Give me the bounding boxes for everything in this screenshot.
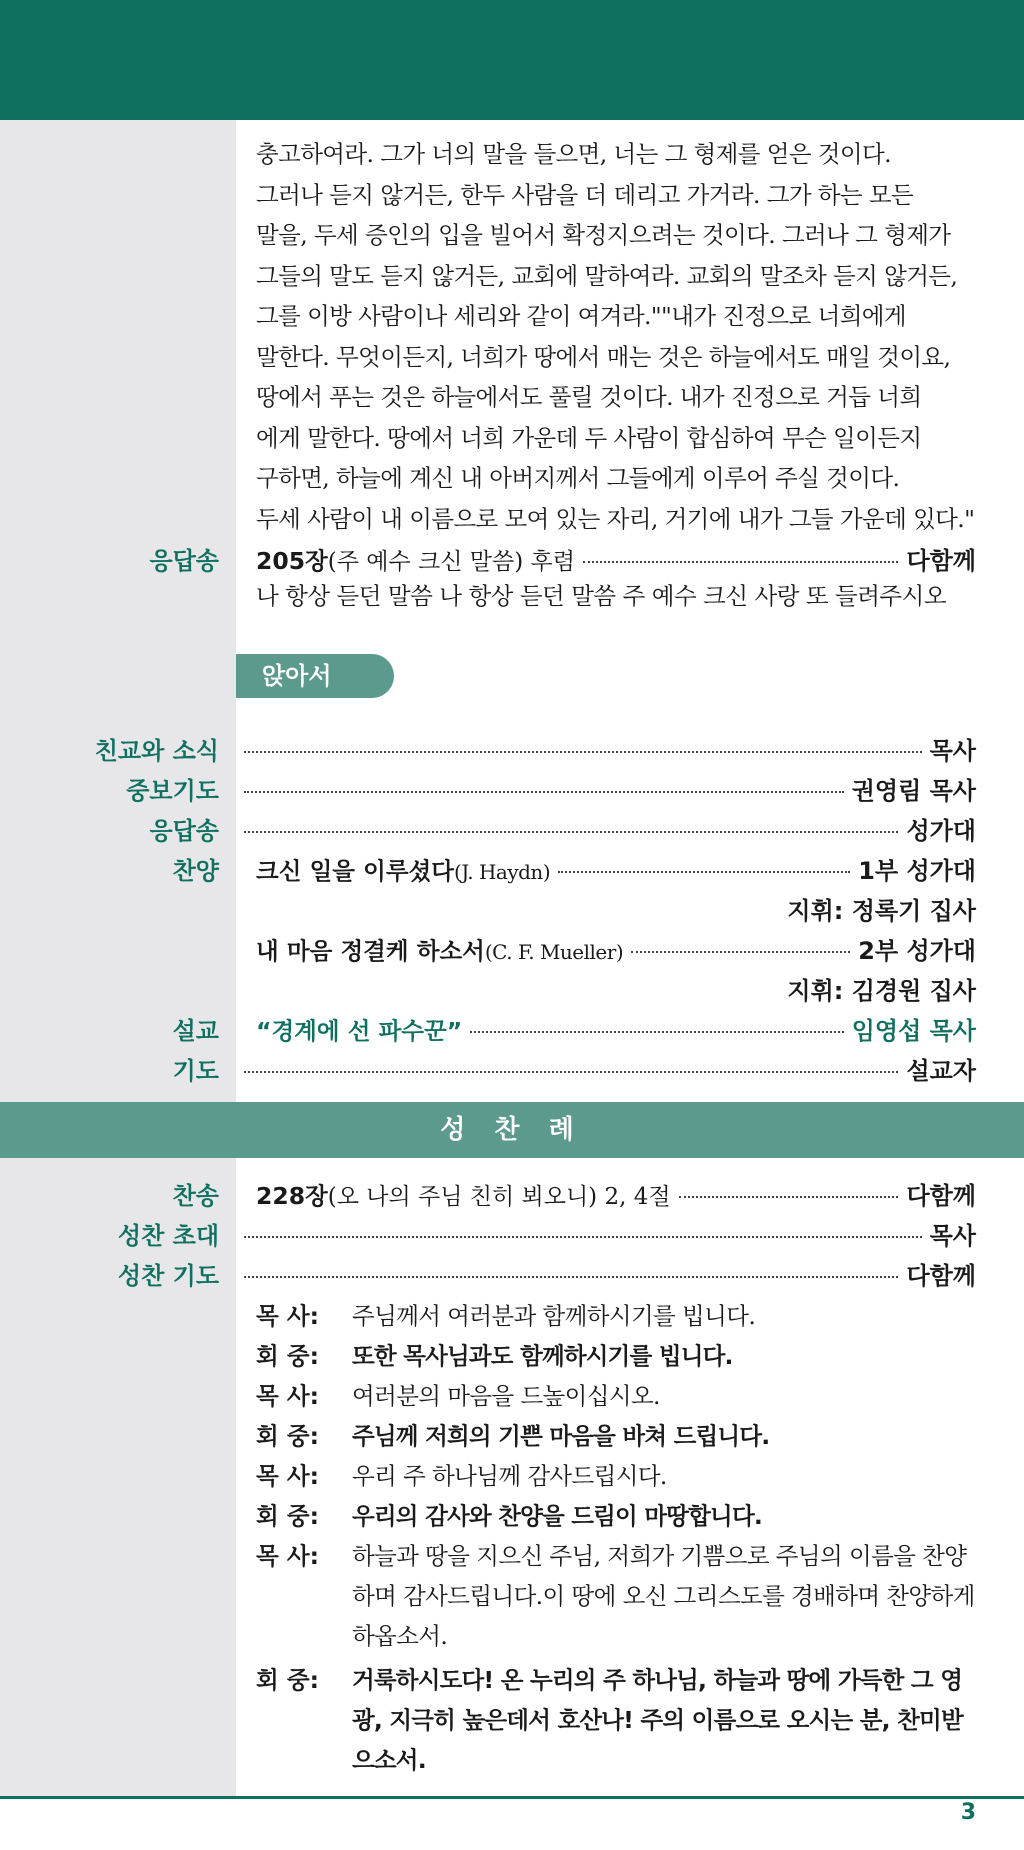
dot-leader [631, 951, 850, 953]
communion-section-title: 성 찬 례 [0, 1102, 1024, 1158]
intercession-performer: 권영림 목사 [851, 777, 976, 805]
dialogue-speaker: 목 사: [256, 1382, 319, 1410]
dot-leader [244, 1071, 898, 1073]
anthem-piece2-performer: 2부 성가대 [858, 937, 976, 965]
dialogue-speaker: 회 중: [256, 1666, 319, 1694]
seated-section-pill: 앉아서 [236, 654, 394, 698]
dot-leader [558, 871, 850, 873]
anthem-row-1 [0, 851, 1024, 891]
dialogue-text: 주님께 저희의 기쁜 마음을 바쳐 드립니다. [352, 1422, 770, 1450]
prayer-label: 기도 [172, 1057, 219, 1085]
scripture-line: 에게 말한다. 땅에서 너희 가운데 두 사람이 합심하여 무슨 일이든지 [256, 423, 922, 452]
anthem-label: 찬양 [172, 857, 219, 885]
sermon-title: “경계에 선 파수꾼” [256, 1017, 463, 1045]
sermon-label: 설교 [172, 1017, 219, 1045]
prayer-row [0, 1051, 1024, 1091]
anthem-piece1-conductor: 지휘: 정록기 집사 [787, 897, 976, 925]
dialogue-speaker: 회 중: [256, 1502, 319, 1530]
response-hymn-lyrics: 나 항상 듣던 말씀 나 항상 듣던 말씀 주 예수 크신 사랑 또 들려주시오 [256, 582, 947, 610]
dot-leader [244, 751, 922, 753]
dialogue-line [256, 1456, 976, 1496]
dialogue-line [256, 1416, 976, 1456]
response-hymn-performer: 다함께 [906, 547, 976, 575]
anthem-piece2-title: 내 마음 정결케 하소서 [256, 937, 485, 965]
anthem-conductor-1-row [0, 891, 1024, 931]
fellowship-row [0, 731, 1024, 771]
scripture-line: 그들의 말도 듣지 않거든, 교회에 말하여라. 교회의 말조차 듣지 않거든, [256, 261, 958, 290]
dialogue-text: 또한 목사님과도 함께하시기를 빕니다. [352, 1342, 733, 1370]
communion-prayer-row [0, 1256, 1024, 1296]
dot-leader [244, 831, 898, 833]
scripture-line: 말한다. 무엇이든지, 너희가 땅에서 매는 것은 하늘에서도 매일 것이요, [256, 342, 951, 371]
dialogue-line [256, 1376, 976, 1416]
dialogue-speaker: 회 중: [256, 1342, 319, 1370]
dialogue-line [256, 1496, 976, 1536]
dialogue-text: 우리 주 하나님께 감사드립시다. [352, 1462, 667, 1490]
response2-row [0, 811, 1024, 851]
dialogue-text: 여러분의 마음을 드높이십시오. [352, 1382, 660, 1410]
response-hymn-number: 205장 [256, 547, 328, 575]
communion-prayer-performer: 다함께 [906, 1262, 976, 1290]
dot-leader [244, 791, 844, 793]
anthem-piece2-composer: (C. F. Mueller) [484, 940, 624, 964]
footer-rule [0, 1796, 1024, 1799]
dialogue-line [256, 1536, 976, 1656]
dialogue-speaker: 회 중: [256, 1422, 319, 1450]
communion-hymn-performer: 다함께 [906, 1182, 976, 1210]
dialogue-line [256, 1336, 976, 1376]
dot-leader [679, 1196, 899, 1198]
response-hymn-title: (주 예수 크신 말씀) 후렴 [327, 549, 575, 575]
anthem-piece1-performer: 1부 성가대 [858, 857, 976, 885]
sermon-row [0, 1011, 1024, 1051]
dialogue-speaker: 목 사: [256, 1302, 319, 1330]
anthem-piece2-conductor: 지휘: 김경원 집사 [787, 977, 976, 1005]
header-band [0, 0, 1024, 120]
dialogue-speaker: 목 사: [256, 1542, 319, 1570]
page-number: 3 [960, 1800, 976, 1825]
response2-performer: 성가대 [906, 817, 976, 845]
scripture-line: 두세 사람이 내 이름으로 모여 있는 자리, 거기에 내가 그들 가운데 있다." [256, 504, 975, 533]
sermon-preacher: 임영섭 목사 [851, 1017, 976, 1045]
dialogue-speaker: 목 사: [256, 1462, 319, 1490]
response-hymn-label: 응답송 [149, 547, 219, 575]
dialogue-line [256, 1660, 976, 1780]
dot-leader [244, 1236, 922, 1238]
prayer-performer: 설교자 [906, 1057, 976, 1085]
anthem-conductor-2-row [0, 971, 1024, 1011]
communion-hymn-row [0, 1176, 1024, 1216]
anthem-piece1-composer: (J. Haydn) [453, 860, 551, 884]
response-hymn-row [0, 541, 1024, 581]
communion-invitation-label: 성찬 초대 [117, 1222, 219, 1250]
anthem-row-2 [0, 931, 1024, 971]
fellowship-performer: 목사 [929, 737, 976, 765]
dialogue-text: 거룩하시도다! 온 누리의 주 하나님, 하늘과 땅에 가득한 그 영광, 지극히 높은데서 호산나! 주의 이름으로 오시는 분, 찬미받으소서. [352, 1666, 963, 1774]
communion-invitation-performer: 목사 [929, 1222, 976, 1250]
scripture-passage [256, 134, 976, 539]
scripture-line: 땅에서 푸는 것은 하늘에서도 풀릴 것이다. 내가 진정으로 거듭 너희 [256, 383, 922, 411]
anthem-piece1-title: 크신 일을 이루셨다 [256, 857, 454, 885]
communion-invitation-row [0, 1216, 1024, 1256]
fellowship-label: 친교와 소식 [94, 737, 219, 765]
communion-hymn-label: 찬송 [172, 1182, 219, 1210]
communion-prayer-label: 성찬 기도 [117, 1262, 219, 1290]
communion-hymn-title: (오 나의 주님 친히 뵈오니) 2, 4절 [327, 1184, 671, 1210]
response2-label: 응답송 [149, 817, 219, 845]
dot-leader [583, 561, 899, 563]
dialogue-line [256, 1296, 976, 1336]
scripture-line: 구하면, 하늘에 계신 내 아버지께서 그들에게 이루어 주실 것이다. [256, 464, 900, 492]
dialogue-text: 우리의 감사와 찬양을 드림이 마땅합니다. [352, 1502, 762, 1530]
scripture-line: 말을, 두세 증인의 입을 빌어서 확정지으려는 것이다. 그러나 그 형제가 [256, 221, 951, 249]
dialogue-text: 주님께서 여러분과 함께하시기를 빕니다. [352, 1302, 756, 1330]
intercession-label: 중보기도 [126, 777, 219, 805]
dot-leader [470, 1031, 844, 1033]
dialogue-text: 하늘과 땅을 지으신 주님, 저희가 기쁨으로 주님의 이름을 찬양하며 감사드립니다.이 땅에 오신 그리스도를 경배하며 찬양하게 하옵소서. [352, 1542, 975, 1650]
intercession-row [0, 771, 1024, 811]
scripture-line: 그러나 듣지 않거든, 한두 사람을 더 데리고 가거라. 그가 하는 모든 [256, 180, 914, 209]
dot-leader [244, 1276, 898, 1278]
scripture-line: 충고하여라. 그가 너의 말을 들으면, 너는 그 형제를 얻은 것이다. [256, 140, 891, 168]
scripture-line: 그를 이방 사람이나 세리와 같이 여겨라.""내가 진정으로 너희에게 [256, 302, 907, 330]
communion-hymn-number: 228장 [256, 1182, 328, 1210]
